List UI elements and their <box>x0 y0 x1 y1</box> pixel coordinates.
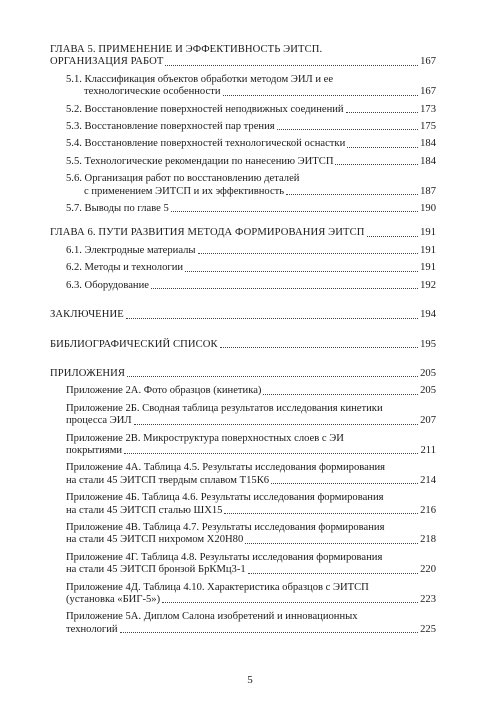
page-number: 5 <box>247 674 253 686</box>
toc-entry-6-2 <box>50 262 436 274</box>
dot-leader <box>223 95 419 96</box>
toc-entry-text: 6.2. Методы и технологии <box>66 262 184 274</box>
toc-page-number: 173 <box>420 103 436 115</box>
toc-entry-text: на стали 45 ЭИТСП сталью ШХ15 <box>66 504 223 516</box>
toc-entry-appendix-2b <box>50 403 436 428</box>
dot-leader <box>151 288 418 289</box>
toc-entry-text: 6.3. Оборудование <box>66 279 149 291</box>
toc-entry-text: Приложение 5А. Диплом Салона изобретений и инновационных <box>66 611 358 623</box>
dot-leader <box>198 253 418 254</box>
toc-entry-text: Приложение 4В. Таблица 4.7. Результаты исследования формирования <box>66 521 385 533</box>
toc-entry-appendix-4b <box>50 492 436 517</box>
toc-page-number: 211 <box>420 444 436 456</box>
toc-entry-5-7 <box>50 203 436 215</box>
dot-leader <box>220 347 418 348</box>
dot-leader <box>134 424 418 425</box>
toc-page-number: 194 <box>420 309 436 321</box>
dot-leader <box>286 194 418 195</box>
toc-entry-text: 5.2. Восстановление поверхностей неподвижных соединений <box>66 103 344 115</box>
toc-entry-text: 5.3. Восстановление поверхностей пар трения <box>66 121 275 133</box>
toc-entry-text: (установка «БИГ-5») <box>66 594 161 605</box>
toc-entry-text: с применением ЭИТСП и их эффективность <box>84 185 285 197</box>
toc-entry-text: покрытиями <box>66 444 123 456</box>
toc-entry-5-3 <box>50 121 436 133</box>
dot-leader <box>165 65 418 66</box>
toc-entry-text: ОРГАНИЗАЦИЯ РАБОТ <box>50 56 164 68</box>
toc-entry-appendix-4a <box>50 462 436 487</box>
toc-page-number: 214 <box>420 474 436 486</box>
toc-entry-text: Приложение 4Б. Таблица 4.6. Результаты исследования формирования <box>66 492 384 504</box>
dot-leader <box>126 318 418 319</box>
toc-entry-text: ПРИЛОЖЕНИЯ <box>50 367 126 379</box>
toc-entry-6-1 <box>50 245 436 257</box>
dot-leader <box>335 164 418 165</box>
toc-page-number: 184 <box>420 155 436 167</box>
dot-leader <box>367 236 418 237</box>
toc-entry-text: процесса ЭИЛ <box>66 415 132 427</box>
toc-entry-text: ЗАКЛЮЧЕНИЕ <box>50 309 124 321</box>
toc-page-number: 175 <box>420 121 436 133</box>
toc-entry-chapter-6 <box>50 227 436 239</box>
toc-entry-text: 6.1. Электродные материалы <box>66 244 196 256</box>
toc-page-number: 167 <box>420 56 436 68</box>
toc-page-number: 205 <box>420 385 436 397</box>
toc-page-number: 225 <box>420 623 436 635</box>
toc-page-number: 207 <box>420 415 436 427</box>
toc-entry-5-2 <box>50 104 436 116</box>
toc-entry-text: 5.7. Выводы по главе 5 <box>66 203 169 215</box>
toc-page-number: 195 <box>420 338 436 350</box>
toc-page-number: 205 <box>420 367 436 379</box>
dot-leader <box>245 543 418 544</box>
dot-leader <box>124 453 418 454</box>
toc-entry-bibliography <box>50 339 436 351</box>
dot-leader <box>224 513 418 514</box>
toc-entry-appendix-2a <box>50 385 436 397</box>
toc-entry-text: Приложение 4Д. Таблица 4.10. Характеристика образцов с ЭИТСП <box>66 581 369 593</box>
toc-page-number: 223 <box>420 594 436 605</box>
toc-entry-5-4 <box>50 138 436 150</box>
dot-leader <box>263 394 418 395</box>
toc-entry-text: на стали 45 ЭИТСП нихромом Х20Н80 <box>66 534 244 546</box>
toc-page-number: 192 <box>420 279 436 291</box>
toc-entry-appendix-4g <box>50 552 436 577</box>
toc-entry-5-5 <box>50 156 436 168</box>
dot-leader <box>171 211 418 212</box>
toc-page-number: 218 <box>420 534 436 546</box>
toc-entry-text: ГЛАВА 6. ПУТИ РАЗВИТИЯ МЕТОДА ФОРМИРОВАНИЯ ЭИТСП <box>50 227 365 239</box>
toc-entry-text: технологические особенности <box>84 86 221 98</box>
toc-entry-text: Приложение 2А. Фото образцов (кинетика) <box>66 385 262 397</box>
toc-page-number: 184 <box>420 138 436 150</box>
toc-page-number: 191 <box>420 244 436 256</box>
toc-entry-appendix-5a <box>50 611 436 636</box>
toc-entry-5-6 <box>50 173 436 198</box>
toc-entry-text: 5.6. Организация работ по восстановлению деталей <box>66 173 300 185</box>
toc-entry-text: технологий <box>66 623 118 635</box>
toc-entry-appendix-4d <box>50 582 436 607</box>
toc-page-number: 191 <box>420 262 436 274</box>
toc-page-number: 167 <box>420 86 436 98</box>
dot-leader <box>347 147 418 148</box>
toc-entry-appendix-4v <box>50 522 436 547</box>
toc-entry-5-1 <box>50 74 436 99</box>
toc-entry-6-3 <box>50 280 436 292</box>
dot-leader <box>162 602 418 603</box>
toc-entry-text: ГЛАВА 5. ПРИМЕНЕНИЕ И ЭФФЕКТИВНОСТЬ ЭИТСП. <box>50 44 323 55</box>
dot-leader <box>271 483 418 484</box>
toc-page-number: 220 <box>420 564 436 576</box>
toc-entry-text: Приложение 2Б. Сводная таблица результатов исследования кинетики <box>66 402 383 414</box>
dot-leader <box>346 112 418 113</box>
toc-page-number: 190 <box>420 203 436 215</box>
toc-entry-appendices <box>50 368 436 380</box>
toc-entry-chapter-5 <box>50 44 436 69</box>
toc-entry-text: Приложение 2В. Микроструктура поверхностных слоев с ЭИ <box>66 432 344 444</box>
toc-page-number: 187 <box>420 185 436 197</box>
toc-page-number: 216 <box>420 504 436 516</box>
dot-leader <box>120 632 418 633</box>
toc-entry-text: на стали 45 ЭИТСП бронзой БрКМц3-1 <box>66 564 246 576</box>
dot-leader <box>127 376 418 377</box>
toc-entry-conclusion <box>50 309 436 321</box>
toc-entry-text: БИБЛИОГРАФИЧЕСКИЙ СПИСОК <box>50 338 218 350</box>
toc-entry-text: 5.4. Восстановление поверхностей технологической оснастки <box>66 138 346 150</box>
toc-page-number: 191 <box>420 227 436 239</box>
toc-entry-text: Приложение 4Г. Таблица 4.8. Результаты исследования формирования <box>66 551 383 563</box>
toc-entry-text: Приложение 4А. Таблица 4.5. Результаты исследования формирования <box>66 462 386 474</box>
toc-entry-text: на стали 45 ЭИТСП твердым сплавом Т15К6 <box>66 474 270 486</box>
table-of-contents <box>50 44 436 636</box>
dot-leader <box>248 573 418 574</box>
toc-entry-text: 5.5. Технологические рекомендации по нанесению ЭИТСП <box>66 155 334 167</box>
dot-leader <box>277 129 418 130</box>
toc-entry-appendix-2v <box>50 433 436 458</box>
dot-leader <box>185 271 418 272</box>
toc-entry-text: 5.1. Классификация объектов обработки методом ЭИЛ и ее <box>66 73 334 85</box>
